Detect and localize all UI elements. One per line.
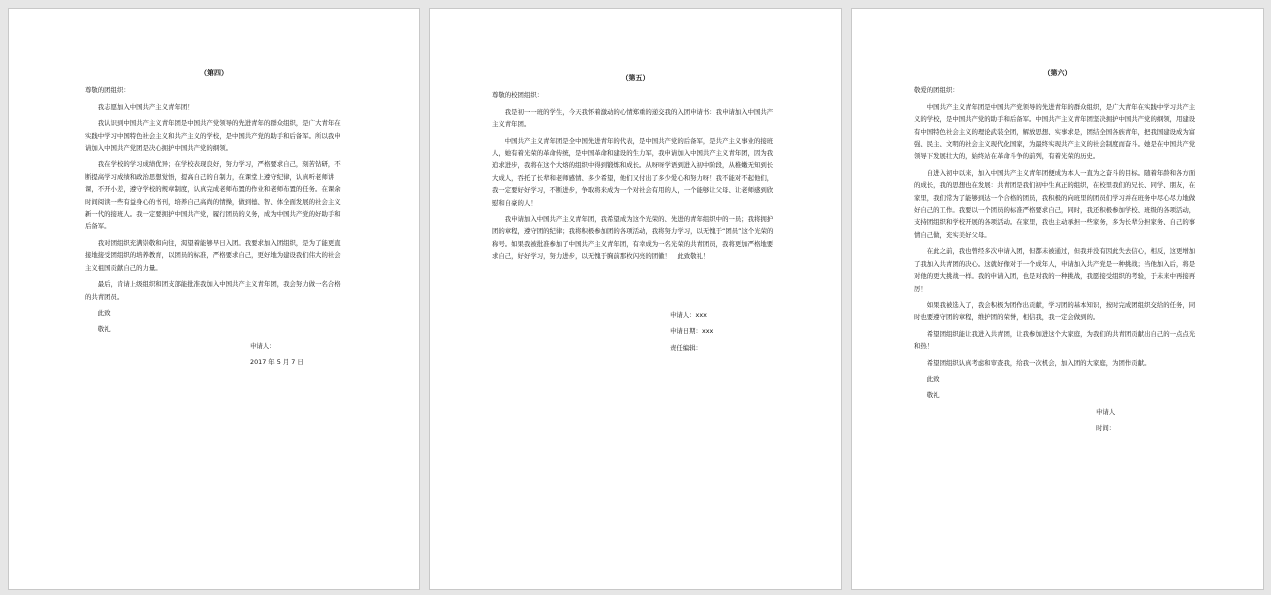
signature-date: 时间： bbox=[1096, 424, 1116, 433]
applicant-label: 申请人：xxx bbox=[670, 310, 707, 319]
applicant-label: 申请人： bbox=[250, 341, 276, 350]
document-page-4 bbox=[8, 8, 420, 590]
application-date: 申请日期：xxx bbox=[670, 327, 714, 336]
document-page-5 bbox=[429, 8, 842, 590]
paragraph: 希望团组织能让我进入共青团，让我参加进这个大家庭，为我们的共青团贡献出自己的一点点光和热！ bbox=[914, 329, 1196, 351]
paragraph: 我申请加入中国共产主义青年团，我希望成为这个光荣的、先进的青年组织中的一员；我将拥护团的章程，遵守团的纪律；我将积极参加团的各项活动，我将努力学习，以无愧于“团员”这个光荣的称号。如果我被批准参加了中国共产主义青年团，有幸成为一名光荣的共青团员，我将更加严格地要求自己，好好学习，努力进步，以无愧于胸前那枚闪亮的团徽！ 此致敬礼！ bbox=[492, 215, 774, 261]
closing-ci-zhi: 此致 bbox=[97, 308, 111, 317]
paragraph: 中国共产主义青年团是全中国先进青年的代表，是中国共产党的后备军，是共产主义事业的接班人，她有着光荣的革命传统，是中国革命和建设的生力军，我申请加入中国共产主义青年团，因为我追求进步，我将在这个大熔的组织中得到锻炼和成长。从呀呀学语到进入初中阶段，从稚嫩无知到长大成人，吞托了长辈和老师感情、多少希望，他们又付出了多少爱心和努力呀！我不能对不起他们，我一定要好好学习，不断进步，争取将来成为一个对社会有用的人，一个能够让父母、让老师感到欣慰和自豪的人！ bbox=[492, 136, 774, 207]
page-4-content bbox=[85, 67, 343, 373]
page-6-content bbox=[914, 67, 1201, 439]
paragraph: 中国共产主义青年团是中国共产党领导的先进青年的群众组织，是广大青年在实践中学习共产主义的学校，是中国共产党的助手和后备军。中国共产主义青年团坚决拥护中国共产党的纲领，用建设有中国特色社会主义的理论武装全团，解放思想、实事求是，团结全国各族青年，把我国建设成为富强、民主、文明的社会主义现代化国家，为最终实现共产主义的社会制度而奋斗。她是在中国共产党领导下发展壮大的，始终站在革命斗争的前列，有着光荣的历史。 bbox=[914, 102, 1196, 161]
paragraph: 我志愿加入中国共产主义青年团！ bbox=[97, 102, 194, 111]
document-page-6 bbox=[851, 8, 1264, 590]
salutation: 敬爱的团组织： bbox=[914, 86, 959, 95]
salutation: 尊敬的校团组织： bbox=[492, 91, 544, 100]
salutation: 尊敬的团组织： bbox=[85, 86, 130, 95]
paragraph: 我对团组织充满崇敬和向往，渴望着能够早日入团。我要求加入团组织，是为了能更直接地接受团组织的培养教育，以团员的标准，严格要求自己，更好地为建设我们伟大的社会主义祖国贡献自己的力量。 bbox=[85, 238, 341, 272]
paragraph: 希望团组织认真考虑和审查我，给我一次机会，加入团的大家庭，为团作贡献。 bbox=[926, 358, 1151, 367]
applicant-label: 申请人 bbox=[1096, 407, 1116, 416]
page-title: （第五） bbox=[621, 74, 650, 82]
page-5-content bbox=[492, 72, 779, 358]
closing-ci-zhi: 此致 bbox=[926, 374, 940, 383]
paragraph: 我认识到中国共产主义青年团是中国共产党领导的先进青年的群众组织，是广大青年在实践中学习中国特色社会主义和共产主义的学校，是中国共产党的助手和后备军。所以我申请加入中国共产党团是决心拥护中国共产党的纲领。 bbox=[85, 119, 341, 153]
responsible-editor: 责任编辑： bbox=[670, 343, 702, 352]
page-title: （第四） bbox=[200, 69, 228, 77]
paragraph: 自进入初中以来，加入中国共产主义青年团便成为本人一直为之奋斗的目标。随着年龄和各方面的成长，我的思想也在发展：共青团是我们初中生真正的组织，在校里我们的兄长、同学、朋友，在家里，我们常为了能够到达一个合格的团员，我积极的向班里的团员们学习并在班务中尽心尽力地做好自己的工作。我要以一个团员的标准严格要求自己，同时，我还积极参加学校、班级的各项活动，支持团组织和学校开展的各项活动。在家里，我也主动承担一些家务，多为长辈分担家务、自己的事情自己做，充实美好父母。 bbox=[914, 168, 1196, 239]
signature-date: 2017 年 5 月 7 日 bbox=[250, 358, 304, 367]
page-title: （第六） bbox=[1043, 69, 1072, 77]
closing-jing-li: 敬礼 bbox=[97, 325, 111, 334]
closing-jing-li: 敬礼 bbox=[926, 391, 940, 400]
paragraph: 在此之前，我也曾经多次申请入团，但都未被通过，但我并没有因此失去信心，相反，这更增加了我加入共青团的决心。这就好像对于一个成年人，申请加入共产党是一种挑战；当他加入后，将是对他的更大挑战一样。我的申请入团，也是对我的一种挑战，我愿接受组织的考验，于未来中再接再厉！ bbox=[914, 247, 1196, 293]
paragraph: 我是初一一班的学生，今天我怀着激动的心情郑重的递交我的入团申请书：我申请加入中国共产主义青年团。 bbox=[492, 107, 774, 129]
paragraph: 如果我被选入了，我会积极为团作出贡献，学习团的基本知识，按时完成团组织交给的任务，同时也要遵守团的章程，维护团的荣誉，相信我，我一定会做到的。 bbox=[914, 300, 1196, 322]
paragraph: 最后，肯请上级组织和团支部能批准我加入中国共产主义青年团，我会努力做一名合格的共青团员。 bbox=[85, 280, 341, 301]
paragraph: 我在学校的学习成绩优异；在学校表现良好，努力学习，严格要求自己，刻苦钻研，不断提高学习成绩和政治思想觉悟，提高自己的自制力，在课堂上遵守纪律，认真听老师讲课，不开小差，遵守学校的规章制度，认真完成老师布置的作业和老师布置的任务。在课余时间阅读一些有益身心的书刊，培养自己高尚的情操，做到德、智、体全面发展的社会主义新一代的接班人。我一定要拥护中国共产党，履行团员的义务，成为中国共产党的好助手和后备军。 bbox=[85, 160, 341, 231]
